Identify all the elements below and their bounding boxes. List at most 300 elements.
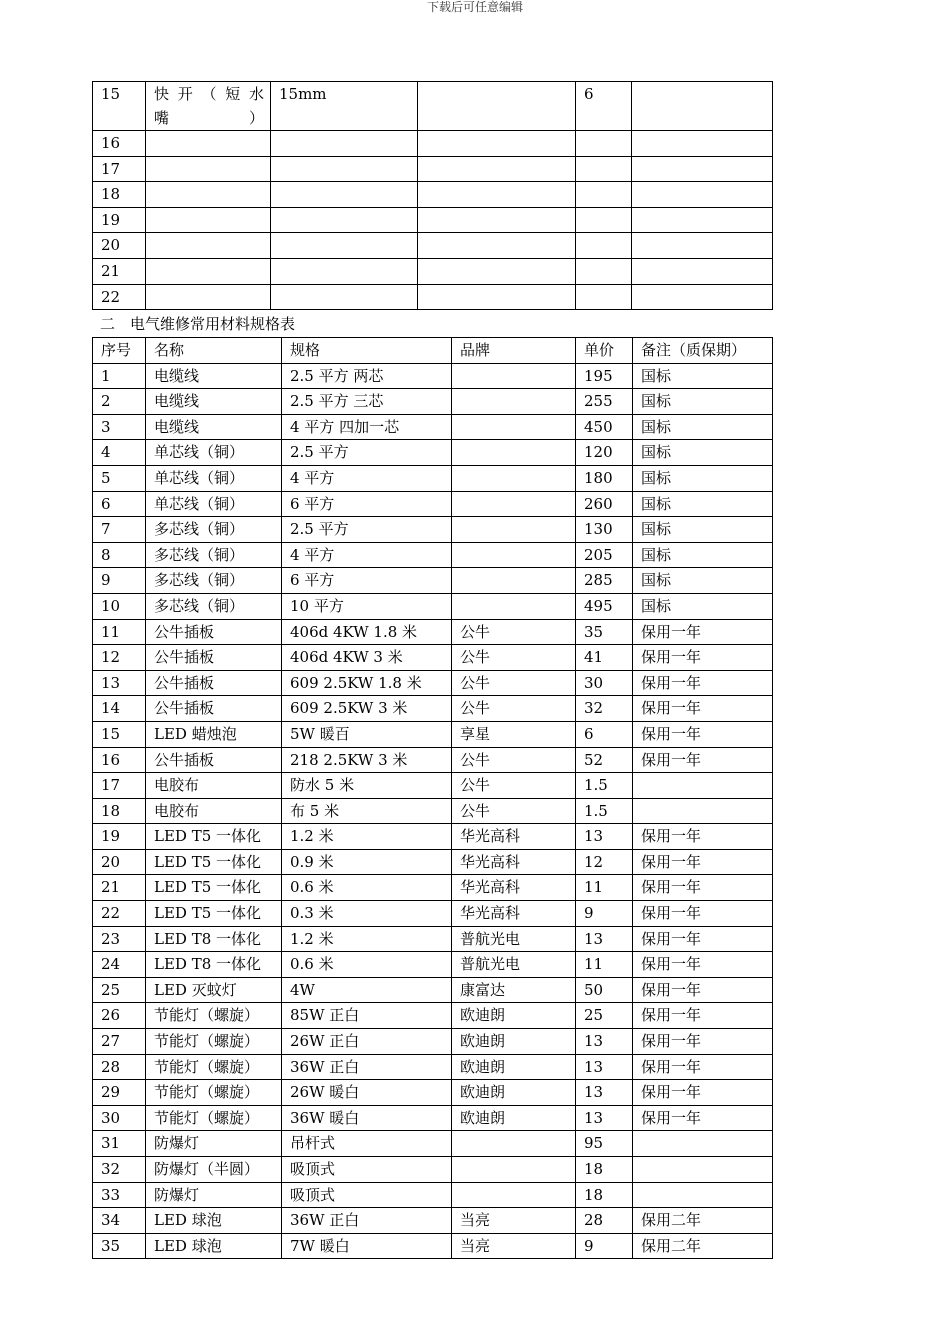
table-cell: 180 <box>576 465 633 491</box>
table-cell: LED T8 一体化 <box>146 926 282 952</box>
table-cell <box>632 207 773 233</box>
table-cell: 欧迪朗 <box>452 1105 576 1131</box>
table-row <box>93 1080 773 1106</box>
table-cell: 当亮 <box>452 1233 576 1259</box>
table-cell: 4 平方 <box>282 465 452 491</box>
table-cell: 保用一年 <box>633 1003 773 1029</box>
table-cell: 9 <box>576 1233 633 1259</box>
table-cell: 2.5 平方 三芯 <box>282 389 452 415</box>
table-cell: 节能灯（螺旋） <box>146 1080 282 1106</box>
materials-table-continued <box>92 81 773 310</box>
table-cell: 36W 正白 <box>282 1054 452 1080</box>
table-cell <box>418 233 576 259</box>
table-row <box>93 568 773 594</box>
table-cell <box>576 207 632 233</box>
table-cell: 保用一年 <box>633 670 773 696</box>
table-cell <box>576 258 632 284</box>
table-row <box>93 1233 773 1259</box>
table-cell: 255 <box>576 389 633 415</box>
table-cell: 18 <box>93 798 146 824</box>
table-cell: 13 <box>93 670 146 696</box>
table-cell: LED T5 一体化 <box>146 849 282 875</box>
table-cell: 电胶布 <box>146 798 282 824</box>
table-cell: 7W 暖白 <box>282 1233 452 1259</box>
table-row <box>93 284 773 310</box>
table-row <box>93 1054 773 1080</box>
table-cell <box>576 131 632 157</box>
table-cell: 公牛 <box>452 798 576 824</box>
table-cell <box>633 773 773 799</box>
table-cell: 15 <box>93 82 146 131</box>
table-cell: 19 <box>93 824 146 850</box>
table-cell: 17 <box>93 156 146 182</box>
table-cell: 普航光电 <box>452 952 576 978</box>
table-cell: LED T8 一体化 <box>146 952 282 978</box>
table-cell: 6 平方 <box>282 491 452 517</box>
table-cell: 15 <box>93 721 146 747</box>
table-header-row <box>93 338 773 364</box>
table-cell: 8 <box>93 542 146 568</box>
table-cell: 保用一年 <box>633 696 773 722</box>
table-row <box>93 1208 773 1234</box>
table-row <box>93 747 773 773</box>
table-cell: 保用二年 <box>633 1233 773 1259</box>
table-cell: 多芯线（铜） <box>146 593 282 619</box>
table-cell <box>452 465 576 491</box>
table-cell: 13 <box>576 1080 633 1106</box>
table-cell: 保用一年 <box>633 824 773 850</box>
table-cell: 单芯线（铜） <box>146 440 282 466</box>
table-cell: 电缆线 <box>146 363 282 389</box>
table-cell: LED T5 一体化 <box>146 875 282 901</box>
table-row <box>93 1105 773 1131</box>
header-cell: 名称 <box>146 338 282 364</box>
table-cell: 18 <box>576 1182 633 1208</box>
table-cell: 23 <box>93 926 146 952</box>
table-cell: 495 <box>576 593 633 619</box>
table-cell: 节能灯（螺旋） <box>146 1003 282 1029</box>
table-cell: 防水 5 米 <box>282 773 452 799</box>
table-cell <box>271 131 418 157</box>
table-cell: LED 灭蚊灯 <box>146 977 282 1003</box>
table-cell: 33 <box>93 1182 146 1208</box>
table-cell <box>418 284 576 310</box>
header-cell: 序号 <box>93 338 146 364</box>
table-cell: 31 <box>93 1131 146 1157</box>
table-cell: 防爆灯 <box>146 1182 282 1208</box>
table-cell <box>271 233 418 259</box>
table-row <box>93 645 773 671</box>
table-cell: 609 2.5KW 1.8 米 <box>282 670 452 696</box>
table-cell <box>146 207 271 233</box>
table-row <box>93 619 773 645</box>
table-cell: 4 <box>93 440 146 466</box>
table-cell: 保用一年 <box>633 977 773 1003</box>
table-cell: 32 <box>93 1157 146 1183</box>
table-cell: 华光高科 <box>452 875 576 901</box>
table-cell: 防爆灯 <box>146 1131 282 1157</box>
table-cell <box>452 542 576 568</box>
table-cell: 国标 <box>633 363 773 389</box>
table-cell: 多芯线（铜） <box>146 542 282 568</box>
table-cell: 公牛 <box>452 670 576 696</box>
table-cell: 25 <box>576 1003 633 1029</box>
table-cell: LED T5 一体化 <box>146 824 282 850</box>
table-cell <box>271 207 418 233</box>
table-cell: 国标 <box>633 517 773 543</box>
table-cell: 4 平方 <box>282 542 452 568</box>
table-cell: 120 <box>576 440 633 466</box>
table-row <box>93 517 773 543</box>
table-cell: 节能灯（螺旋） <box>146 1105 282 1131</box>
table-cell: 吸顶式 <box>282 1157 452 1183</box>
table-cell: LED T5 一体化 <box>146 901 282 927</box>
table-row <box>93 875 773 901</box>
table-cell <box>452 389 576 415</box>
table-cell: 29 <box>93 1080 146 1106</box>
table-cell <box>632 284 773 310</box>
table-cell: 28 <box>93 1054 146 1080</box>
table-row <box>93 824 773 850</box>
table-row <box>93 849 773 875</box>
table-cell: 保用一年 <box>633 1029 773 1055</box>
table-cell: 4W <box>282 977 452 1003</box>
table-cell: 4 平方 四加一芯 <box>282 414 452 440</box>
header-cell: 单价 <box>576 338 633 364</box>
table-cell: 20 <box>93 849 146 875</box>
table-cell: 218 2.5KW 3 米 <box>282 747 452 773</box>
table-cell: 保用一年 <box>633 901 773 927</box>
table-cell <box>452 517 576 543</box>
table-cell: 9 <box>576 901 633 927</box>
table-cell: 18 <box>93 182 146 208</box>
table-cell: 公牛 <box>452 747 576 773</box>
table-row <box>93 131 773 157</box>
table-cell: 36W 正白 <box>282 1208 452 1234</box>
table-cell <box>146 258 271 284</box>
table-cell: 华光高科 <box>452 824 576 850</box>
table-cell: 公牛 <box>452 619 576 645</box>
header-cell: 备注（质保期） <box>633 338 773 364</box>
table-row <box>93 156 773 182</box>
table-cell: 16 <box>93 131 146 157</box>
table-row <box>93 798 773 824</box>
table-row <box>93 901 773 927</box>
table-cell: 6 <box>576 721 633 747</box>
table-cell: 多芯线（铜） <box>146 517 282 543</box>
table-cell: 华光高科 <box>452 849 576 875</box>
table-cell: 11 <box>576 952 633 978</box>
table-cell: 18 <box>576 1157 633 1183</box>
table-cell <box>271 284 418 310</box>
table-cell <box>576 284 632 310</box>
table-cell: 国标 <box>633 568 773 594</box>
table-cell: 260 <box>576 491 633 517</box>
table-cell: 406d 4KW 3 米 <box>282 645 452 671</box>
table-cell: 公牛插板 <box>146 645 282 671</box>
table-row <box>93 926 773 952</box>
table-cell: 35 <box>93 1233 146 1259</box>
table-cell: 多芯线（铜） <box>146 568 282 594</box>
table-cell <box>576 182 632 208</box>
table-cell: 欧迪朗 <box>452 1080 576 1106</box>
table-cell: 保用一年 <box>633 1105 773 1131</box>
table-cell: 普航光电 <box>452 926 576 952</box>
table-cell: 快 开 （ 短 水 嘴） <box>146 82 271 131</box>
table-cell: 52 <box>576 747 633 773</box>
header-cell: 规格 <box>282 338 452 364</box>
table-cell: 0.6 米 <box>282 875 452 901</box>
table-cell: 195 <box>576 363 633 389</box>
table-cell: 2.5 平方 <box>282 440 452 466</box>
table-cell: 12 <box>93 645 146 671</box>
electrical-materials-table <box>92 337 773 1259</box>
table-cell: 节能灯（螺旋） <box>146 1029 282 1055</box>
table-cell: 国标 <box>633 440 773 466</box>
table-cell: 0.3 米 <box>282 901 452 927</box>
table-row <box>93 773 773 799</box>
table-cell: 12 <box>576 849 633 875</box>
table-cell: 26W 暖白 <box>282 1080 452 1106</box>
table-cell: 保用一年 <box>633 1080 773 1106</box>
table-cell <box>418 207 576 233</box>
table-cell <box>632 258 773 284</box>
table-cell: 1.5 <box>576 773 633 799</box>
table-cell: 当亮 <box>452 1208 576 1234</box>
table-cell: 公牛插板 <box>146 747 282 773</box>
table-cell: 电胶布 <box>146 773 282 799</box>
table-cell: 32 <box>576 696 633 722</box>
table-cell: 11 <box>93 619 146 645</box>
table-cell: 10 平方 <box>282 593 452 619</box>
table-cell: 公牛插板 <box>146 670 282 696</box>
table-cell <box>146 182 271 208</box>
table-cell: 华光高科 <box>452 901 576 927</box>
table-cell <box>452 1157 576 1183</box>
table-cell <box>633 1182 773 1208</box>
table-cell: LED 球泡 <box>146 1208 282 1234</box>
table-cell: 21 <box>93 258 146 284</box>
table-cell: 19 <box>93 207 146 233</box>
table-row <box>93 207 773 233</box>
table-cell <box>632 182 773 208</box>
table-cell: 保用一年 <box>633 645 773 671</box>
table-cell: 公牛 <box>452 696 576 722</box>
table-cell: 吊杆式 <box>282 1131 452 1157</box>
table-row <box>93 593 773 619</box>
table-row <box>93 1003 773 1029</box>
table-cell <box>271 156 418 182</box>
table-cell: 15mm <box>271 82 418 131</box>
table-row <box>93 491 773 517</box>
table-cell: 保用二年 <box>633 1208 773 1234</box>
table-cell: 26 <box>93 1003 146 1029</box>
table-cell: 13 <box>576 824 633 850</box>
table-cell: 1.5 <box>576 798 633 824</box>
table-cell <box>576 233 632 259</box>
table-cell <box>418 82 576 131</box>
table-row <box>93 1157 773 1183</box>
table-cell: 36W 暖白 <box>282 1105 452 1131</box>
table-cell: 30 <box>93 1105 146 1131</box>
table-cell: 康富达 <box>452 977 576 1003</box>
table-cell: 节能灯（螺旋） <box>146 1054 282 1080</box>
table-cell: 21 <box>93 875 146 901</box>
table-cell <box>632 131 773 157</box>
table-cell: 11 <box>576 875 633 901</box>
table-cell: 国标 <box>633 593 773 619</box>
table-cell: 布 5 米 <box>282 798 452 824</box>
table-cell: 保用一年 <box>633 926 773 952</box>
table-cell: 22 <box>93 284 146 310</box>
table-cell: 欧迪朗 <box>452 1029 576 1055</box>
table-cell: 25 <box>93 977 146 1003</box>
table-cell: 公牛插板 <box>146 696 282 722</box>
table-cell <box>633 1157 773 1183</box>
table-cell: 95 <box>576 1131 633 1157</box>
table-cell <box>632 156 773 182</box>
table-row <box>93 414 773 440</box>
table-cell: 13 <box>576 1105 633 1131</box>
table-cell: 27 <box>93 1029 146 1055</box>
table-cell <box>452 593 576 619</box>
table-cell: 406d 4KW 1.8 米 <box>282 619 452 645</box>
table-cell: 3 <box>93 414 146 440</box>
table-cell <box>452 1131 576 1157</box>
section-title: 二 电气维修常用材料规格表 <box>100 315 296 333</box>
table-cell: 85W 正白 <box>282 1003 452 1029</box>
table-cell: 50 <box>576 977 633 1003</box>
table-row <box>93 1029 773 1055</box>
table-cell <box>418 131 576 157</box>
table-cell: 国标 <box>633 491 773 517</box>
table-cell: 2.5 平方 <box>282 517 452 543</box>
table-row <box>93 82 773 131</box>
table-cell: 国标 <box>633 542 773 568</box>
table-cell <box>271 258 418 284</box>
table-row <box>93 542 773 568</box>
table-cell: 保用一年 <box>633 1054 773 1080</box>
table-cell: 16 <box>93 747 146 773</box>
table-cell <box>418 182 576 208</box>
table-row <box>93 389 773 415</box>
table-cell: 130 <box>576 517 633 543</box>
table-cell: 6 <box>576 82 632 131</box>
table-cell <box>146 284 271 310</box>
table-cell <box>452 440 576 466</box>
table-cell: 2 <box>93 389 146 415</box>
table-cell: 28 <box>576 1208 633 1234</box>
table-row <box>93 258 773 284</box>
table-cell: 5 <box>93 465 146 491</box>
table-cell <box>452 491 576 517</box>
table-cell <box>632 82 773 131</box>
table-row <box>93 977 773 1003</box>
table-cell: LED 球泡 <box>146 1233 282 1259</box>
table-cell: 吸顶式 <box>282 1182 452 1208</box>
table-cell: 0.6 米 <box>282 952 452 978</box>
table-row <box>93 440 773 466</box>
table-cell <box>452 1182 576 1208</box>
table-cell: 公牛插板 <box>146 619 282 645</box>
table-cell: 2.5 平方 两芯 <box>282 363 452 389</box>
table-cell: 6 平方 <box>282 568 452 594</box>
table-cell: 保用一年 <box>633 747 773 773</box>
table-cell: 欧迪朗 <box>452 1054 576 1080</box>
table-cell <box>452 363 576 389</box>
header-cell: 品牌 <box>452 338 576 364</box>
table-cell: 9 <box>93 568 146 594</box>
table-cell <box>146 233 271 259</box>
table-cell: 5W 暖百 <box>282 721 452 747</box>
table-cell: 6 <box>93 491 146 517</box>
table-cell: 国标 <box>633 465 773 491</box>
table-cell <box>576 156 632 182</box>
table-cell: 公牛 <box>452 645 576 671</box>
table-cell: 保用一年 <box>633 721 773 747</box>
table-row <box>93 1182 773 1208</box>
table-cell: 1.2 米 <box>282 926 452 952</box>
table-cell <box>271 182 418 208</box>
table-cell: 公牛 <box>452 773 576 799</box>
table-row <box>93 670 773 696</box>
table-cell: 7 <box>93 517 146 543</box>
table-cell: 享星 <box>452 721 576 747</box>
table-row <box>93 465 773 491</box>
table-cell: 保用一年 <box>633 952 773 978</box>
table-cell: 10 <box>93 593 146 619</box>
table-cell: 20 <box>93 233 146 259</box>
table-cell: 41 <box>576 645 633 671</box>
table-cell: 34 <box>93 1208 146 1234</box>
table-cell: 0.9 米 <box>282 849 452 875</box>
table-cell: 285 <box>576 568 633 594</box>
table-row <box>93 363 773 389</box>
table-cell: 欧迪朗 <box>452 1003 576 1029</box>
table-cell <box>633 798 773 824</box>
table-row <box>93 233 773 259</box>
table-row <box>93 721 773 747</box>
table-cell: LED 蜡烛泡 <box>146 721 282 747</box>
table-cell: 609 2.5KW 3 米 <box>282 696 452 722</box>
table-cell: 电缆线 <box>146 414 282 440</box>
table-cell: 国标 <box>633 389 773 415</box>
page-header: 下载后可任意编辑 <box>426 0 523 14</box>
table-cell: 14 <box>93 696 146 722</box>
table-cell: 13 <box>576 926 633 952</box>
table-cell <box>418 156 576 182</box>
table-cell: 保用一年 <box>633 875 773 901</box>
table-cell: 防爆灯（半圆） <box>146 1157 282 1183</box>
table-cell: 24 <box>93 952 146 978</box>
table-cell: 13 <box>576 1029 633 1055</box>
table-cell: 17 <box>93 773 146 799</box>
table-cell: 205 <box>576 542 633 568</box>
table-cell: 单芯线（铜） <box>146 465 282 491</box>
table-cell: 电缆线 <box>146 389 282 415</box>
table-cell: 国标 <box>633 414 773 440</box>
table-cell: 1 <box>93 363 146 389</box>
table-cell <box>146 131 271 157</box>
table-cell <box>146 156 271 182</box>
table-cell: 30 <box>576 670 633 696</box>
table-cell <box>452 568 576 594</box>
table-cell: 22 <box>93 901 146 927</box>
table-cell: 450 <box>576 414 633 440</box>
table-cell: 保用一年 <box>633 849 773 875</box>
table-row <box>93 952 773 978</box>
table-cell <box>452 414 576 440</box>
